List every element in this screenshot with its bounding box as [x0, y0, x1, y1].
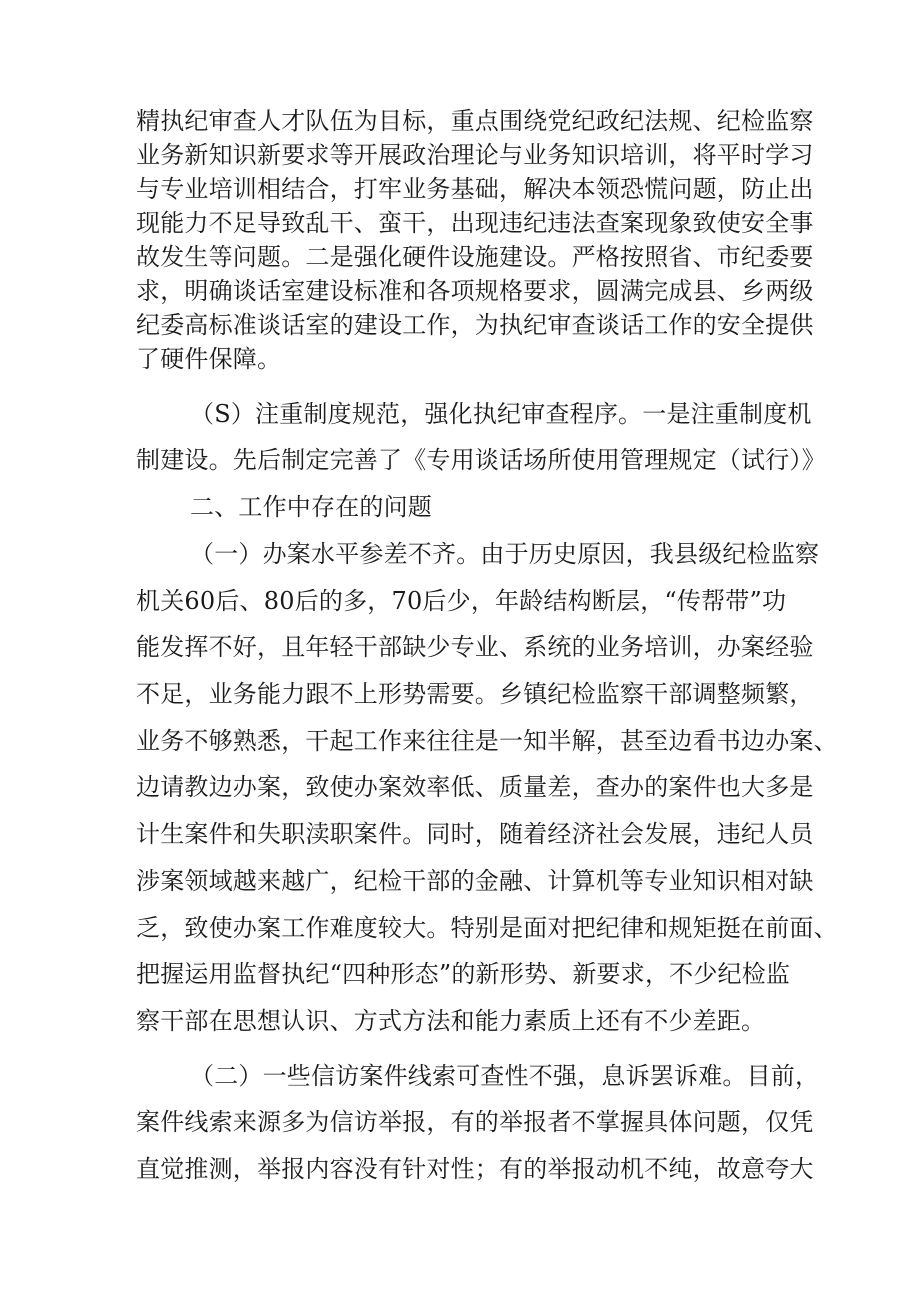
paragraph-line: 察干部在思想认识、方式方法和能力素质上还有不少差距。	[136, 1007, 766, 1035]
paragraph-line: （二）一些信访案件线索可查性不强，息诉罢诉难。目前，	[190, 1062, 820, 1090]
paragraph-line: 涉案领域越来越广，纪检干部的金融、计算机等专业知识相对缺	[136, 867, 814, 895]
paragraph-line: 不足，业务能力跟不上形势需要。乡镇纪检监察干部调整频繁，	[136, 680, 814, 708]
paragraph-line: 把握运用监督执纪“四种形态”的新形势、新要求，不少纪检监	[136, 960, 791, 988]
paragraph-line: 边请教边办案，致使办案效率低、质量差，查办的案件也大多是	[136, 773, 814, 801]
paragraph-line: 制建设。先后制定完善了《专用谈话场所使用管理规定（试行）》	[136, 446, 826, 474]
paragraph-line: 计生案件和失职渎职案件。同时，随着经济社会发展，违纪人员	[136, 820, 814, 848]
paragraph-line: 求，明确谈话室建设标准和各项规格要求，圆满完成县、乡两级	[136, 277, 814, 305]
paragraph-line: 能发挥不好，且年轻干部缺少专业、系统的业务培训，办案经验	[136, 633, 814, 661]
paragraph-line: 乏，致使办案工作难度较大。特别是面对把纪律和规矩挺在前面、	[136, 914, 838, 942]
paragraph-line: 精执纪审查人才队伍为目标，重点围绕党纪政纪法规、纪检监察	[136, 107, 814, 135]
paragraph-line: （S）注重制度规范，强化执纪审查程序。一是注重制度机	[190, 400, 812, 428]
paragraph-line: 纪委高标准谈话室的建设工作，为执纪审查谈话工作的安全提供	[136, 311, 814, 339]
paragraph-line: （一）办案水平参差不齐。由于历史原因，我县级纪检监察	[190, 540, 820, 568]
paragraph-line: 业务新知识新要求等开展政治理论与业务知识培训，将平时学习	[136, 141, 814, 169]
paragraph-line: 与专业培训相结合，打牢业务基础，解决本领恐慌问题，防止出	[136, 175, 814, 203]
paragraph-line: 故发生等问题。二是强化硬件设施建设。严格按照省、市纪委要	[136, 243, 814, 271]
paragraph-line: 现能力不足导致乱干、蛮干，出现违纪违法查案现象致使安全事	[136, 209, 814, 237]
paragraph-line: 了硬件保障。	[136, 345, 282, 373]
paragraph-line: 机关60后、80后的多，70后少，年龄结构断层，“传帮带”功	[136, 587, 787, 615]
paragraph-line: 案件线索来源多为信访举报，有的举报者不掌握具体问题，仅凭	[136, 1108, 814, 1136]
section-heading: 二、工作中存在的问题	[190, 493, 432, 521]
paragraph-line: 直觉推测，举报内容没有针对性；有的举报动机不纯，故意夸大	[136, 1155, 814, 1183]
paragraph-line: 业务不够熟悉，干起工作来往往是一知半解，甚至边看书边办案、	[136, 727, 838, 755]
